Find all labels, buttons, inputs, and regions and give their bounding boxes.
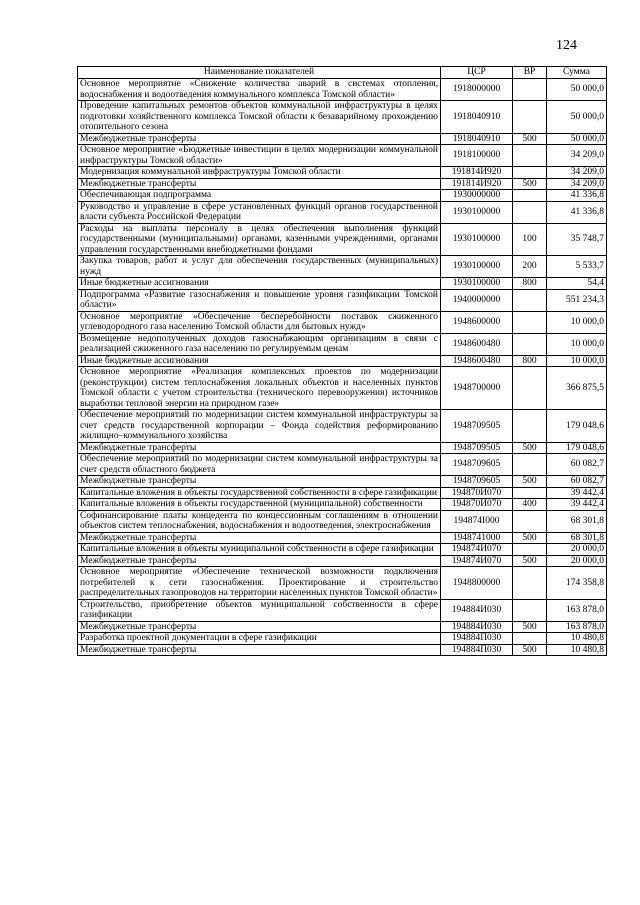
cell-name: Обеспечение мероприятий по модернизации систем коммунальной инфраструктуры за счет средств государственной корпорации – Фонда содействия реформированию жилищно–коммунального хозяйства (78, 410, 441, 443)
table-row (78, 289, 607, 311)
table-row (78, 101, 607, 134)
cell-name: Капитальные вложения в объекты государственной (муниципальной) собственности (78, 499, 441, 511)
cell-csr: 1948800000 (441, 567, 513, 600)
cell-vr: 200 (513, 256, 547, 278)
table-row (78, 410, 607, 443)
cell-name: Основное мероприятие «Обеспечение бесперебойности поставок сжиженного углеводородного газа населению Томской области для бытовых нужд» (78, 311, 441, 333)
cell-csr: 194874I000 (441, 510, 513, 532)
cell-sum: 54,4 (547, 278, 607, 290)
cell-csr: 1930100000 (441, 256, 513, 278)
cell-vr (513, 367, 547, 410)
cell-vr (513, 567, 547, 600)
table-row (78, 167, 607, 179)
cell-csr: 194874И070 (441, 544, 513, 556)
cell-vr (513, 510, 547, 532)
cell-csr: 1930100000 (441, 223, 513, 256)
table-row (78, 190, 607, 202)
cell-csr: 194884И030 (441, 599, 513, 621)
table-row (78, 311, 607, 333)
cell-sum: 34 209,0 (547, 167, 607, 179)
cell-csr: 1948600480 (441, 333, 513, 355)
cell-sum: 10 000,0 (547, 355, 607, 367)
cell-csr: 1930100000 (441, 201, 513, 223)
cell-csr: 191814И920 (441, 178, 513, 190)
cell-vr: 500 (513, 178, 547, 190)
cell-name: Капитальные вложения в объекты муниципальной собственности в сфере газификации (78, 544, 441, 556)
cell-sum: 60 082,7 (547, 454, 607, 476)
table-row (78, 178, 607, 190)
cell-csr: 1918040910 (441, 133, 513, 145)
cell-vr (513, 454, 547, 476)
cell-name: Межбюджетные трансферты (78, 442, 441, 454)
table-row (78, 145, 607, 167)
header-name: Наименование показателей (78, 67, 441, 79)
cell-vr: 800 (513, 355, 547, 367)
cell-vr (513, 633, 547, 645)
cell-name: Основное мероприятие «Бюджетные инвестиции в целях модернизации коммунальной инфраструктуры Томской области» (78, 145, 441, 167)
cell-sum: 20 000,0 (547, 555, 607, 567)
cell-sum: 10 480,8 (547, 633, 607, 645)
cell-name: Межбюджетные трансферты (78, 178, 441, 190)
cell-name: Закупка товаров, работ и услуг для обеспечения государственных (муниципальных) нужд (78, 256, 441, 278)
cell-csr: 194874И070 (441, 555, 513, 567)
cell-vr: 800 (513, 278, 547, 290)
cell-csr: 191814И920 (441, 167, 513, 179)
cell-sum: 179 048,6 (547, 410, 607, 443)
cell-name: Расходы на выплаты персоналу в целях обеспечения выполнения функций государственными (муниципальными) органами, казенными учреждениями, органами управления государственными внебюджетными фондами (78, 223, 441, 256)
cell-csr: 1948600000 (441, 311, 513, 333)
table-row (78, 278, 607, 290)
header-sum: Сумма (547, 67, 607, 79)
table-row (78, 544, 607, 556)
cell-name: Основное мероприятие «Реализация комплексных проектов по модернизации (реконструкции) систем теплоснабжения локальных объектов и населенных пунктов Томской области с учетом строительства (технического перевооружения) источников выработки тепловой энергии на природном газе» (78, 367, 441, 410)
cell-sum: 174 358,8 (547, 567, 607, 600)
cell-vr (513, 487, 547, 499)
header-csr: ЦСР (441, 67, 513, 79)
cell-sum: 35 748,7 (547, 223, 607, 256)
cell-vr: 500 (513, 476, 547, 488)
table-row (78, 367, 607, 410)
cell-sum: 50 000,0 (547, 101, 607, 134)
cell-vr: 500 (513, 555, 547, 567)
cell-sum: 10 000,0 (547, 311, 607, 333)
cell-sum: 366 875,5 (547, 367, 607, 410)
cell-sum: 5 533,7 (547, 256, 607, 278)
cell-csr: 1918100000 (441, 145, 513, 167)
cell-name: Обеспечивающая подпрограмма (78, 190, 441, 202)
cell-vr: 100 (513, 223, 547, 256)
cell-csr: 1948700000 (441, 367, 513, 410)
table-row (78, 532, 607, 544)
table-body (78, 79, 607, 656)
table-row (78, 555, 607, 567)
cell-sum: 41 336,8 (547, 190, 607, 202)
table-row (78, 333, 607, 355)
page-number: 124 (556, 38, 577, 53)
cell-sum: 179 048,6 (547, 442, 607, 454)
budget-table (77, 66, 607, 656)
cell-name: Руководство и управление в сфере установленных функций органов государственной власти субъекта Российской Федерации (78, 201, 441, 223)
cell-sum: 10 480,8 (547, 644, 607, 656)
cell-vr: 500 (513, 621, 547, 633)
cell-csr: 1948709605 (441, 454, 513, 476)
cell-vr (513, 410, 547, 443)
cell-name: Строительство, приобретение объектов муниципальной собственности в сфере газификации (78, 599, 441, 621)
cell-name: Софинансирование платы концедента по концессионным соглашениям в отношении объектов систем теплоснабжения, водоснабжения и водоотведения, электроснабжения (78, 510, 441, 532)
cell-name: Межбюджетные трансферты (78, 644, 441, 656)
cell-sum: 551 234,3 (547, 289, 607, 311)
cell-vr (513, 145, 547, 167)
cell-sum: 10 000,0 (547, 333, 607, 355)
cell-csr: 1948709505 (441, 442, 513, 454)
header-vr: ВР (513, 67, 547, 79)
cell-vr (513, 311, 547, 333)
cell-csr: 1948709505 (441, 410, 513, 443)
cell-csr: 194870И070 (441, 487, 513, 499)
cell-csr: 1918000000 (441, 79, 513, 101)
table-header-row (78, 67, 607, 79)
table-row (78, 633, 607, 645)
cell-sum: 60 082,7 (547, 476, 607, 488)
cell-vr (513, 544, 547, 556)
cell-sum: 20 000,0 (547, 544, 607, 556)
cell-csr: 194884И030 (441, 621, 513, 633)
cell-sum: 34 209,0 (547, 178, 607, 190)
table-row (78, 567, 607, 600)
cell-sum: 68 301,8 (547, 510, 607, 532)
table-row (78, 442, 607, 454)
cell-vr: 500 (513, 532, 547, 544)
cell-csr: 194884П030 (441, 644, 513, 656)
cell-csr: 1940000000 (441, 289, 513, 311)
table-row (78, 621, 607, 633)
cell-csr: 1930000000 (441, 190, 513, 202)
cell-name: Межбюджетные трансферты (78, 532, 441, 544)
cell-name: Основное мероприятие «Обеспечение технической возможности подключения потребителей к сети газоснабжения. Проектирование и строительство распределительных газопроводов на территории населенных пунктов Томской области» (78, 567, 441, 600)
table-row (78, 644, 607, 656)
table-row (78, 201, 607, 223)
cell-name: Межбюджетные трансферты (78, 133, 441, 145)
cell-vr (513, 101, 547, 134)
cell-name: Подпрограмма «Развитие газоснабжения и повышение уровня газификации Томской области» (78, 289, 441, 311)
cell-csr: 194884П030 (441, 633, 513, 645)
cell-vr: 500 (513, 442, 547, 454)
cell-name: Возмещение недополученных доходов газоснабжающим организациям в связи с реализацией сжиженного газа населению по регулируемым ценам (78, 333, 441, 355)
cell-csr: 1948741000 (441, 532, 513, 544)
table-row (78, 454, 607, 476)
table-row (78, 256, 607, 278)
cell-sum: 163 878,0 (547, 621, 607, 633)
cell-name: Межбюджетные трансферты (78, 621, 441, 633)
cell-vr (513, 201, 547, 223)
cell-name: Иные бюджетные ассигнования (78, 355, 441, 367)
cell-sum: 39 442,4 (547, 499, 607, 511)
cell-vr (513, 333, 547, 355)
cell-vr (513, 79, 547, 101)
table-row (78, 499, 607, 511)
cell-csr: 1948600480 (441, 355, 513, 367)
cell-vr (513, 167, 547, 179)
table-row (78, 599, 607, 621)
cell-name: Иные бюджетные ассигнования (78, 278, 441, 290)
cell-vr: 400 (513, 499, 547, 511)
cell-sum: 34 209,0 (547, 145, 607, 167)
cell-name: Обеспечение мероприятий по модернизации систем коммунальной инфраструктуры за счет средств областного бюджета (78, 454, 441, 476)
cell-name: Межбюджетные трансферты (78, 555, 441, 567)
cell-sum: 41 336,8 (547, 201, 607, 223)
table-row (78, 223, 607, 256)
cell-csr: 1918040910 (441, 101, 513, 134)
cell-vr: 500 (513, 644, 547, 656)
cell-name: Капитальные вложения в объекты государственной собственности в сфере газификации (78, 487, 441, 499)
cell-sum: 50 000,0 (547, 79, 607, 101)
cell-sum: 68 301,8 (547, 532, 607, 544)
cell-sum: 39 442,4 (547, 487, 607, 499)
cell-sum: 163 878,0 (547, 599, 607, 621)
cell-csr: 194870И070 (441, 499, 513, 511)
table-row (78, 510, 607, 532)
table-row (78, 487, 607, 499)
table-row (78, 476, 607, 488)
table-row (78, 79, 607, 101)
cell-csr: 1948709605 (441, 476, 513, 488)
cell-vr (513, 599, 547, 621)
table-row (78, 355, 607, 367)
cell-vr (513, 289, 547, 311)
cell-name: Межбюджетные трансферты (78, 476, 441, 488)
cell-name: Разработка проектной документации в сфере газификации (78, 633, 441, 645)
cell-csr: 1930100000 (441, 278, 513, 290)
cell-name: Основное мероприятие «Снижение количества аварий в системах отопления, водоснабжения и водоотведения коммунального комплекса Томской области» (78, 79, 441, 101)
cell-vr (513, 190, 547, 202)
cell-name: Проведение капитальных ремонтов объектов коммунальной инфраструктуры в целях подготовки хозяйственного комплекса Томской области к безаварийному прохождению отопительного сезона (78, 101, 441, 134)
cell-vr: 500 (513, 133, 547, 145)
table-row (78, 133, 607, 145)
cell-name: Модернизация коммунальной инфраструктуры Томской области (78, 167, 441, 179)
cell-sum: 50 000,0 (547, 133, 607, 145)
